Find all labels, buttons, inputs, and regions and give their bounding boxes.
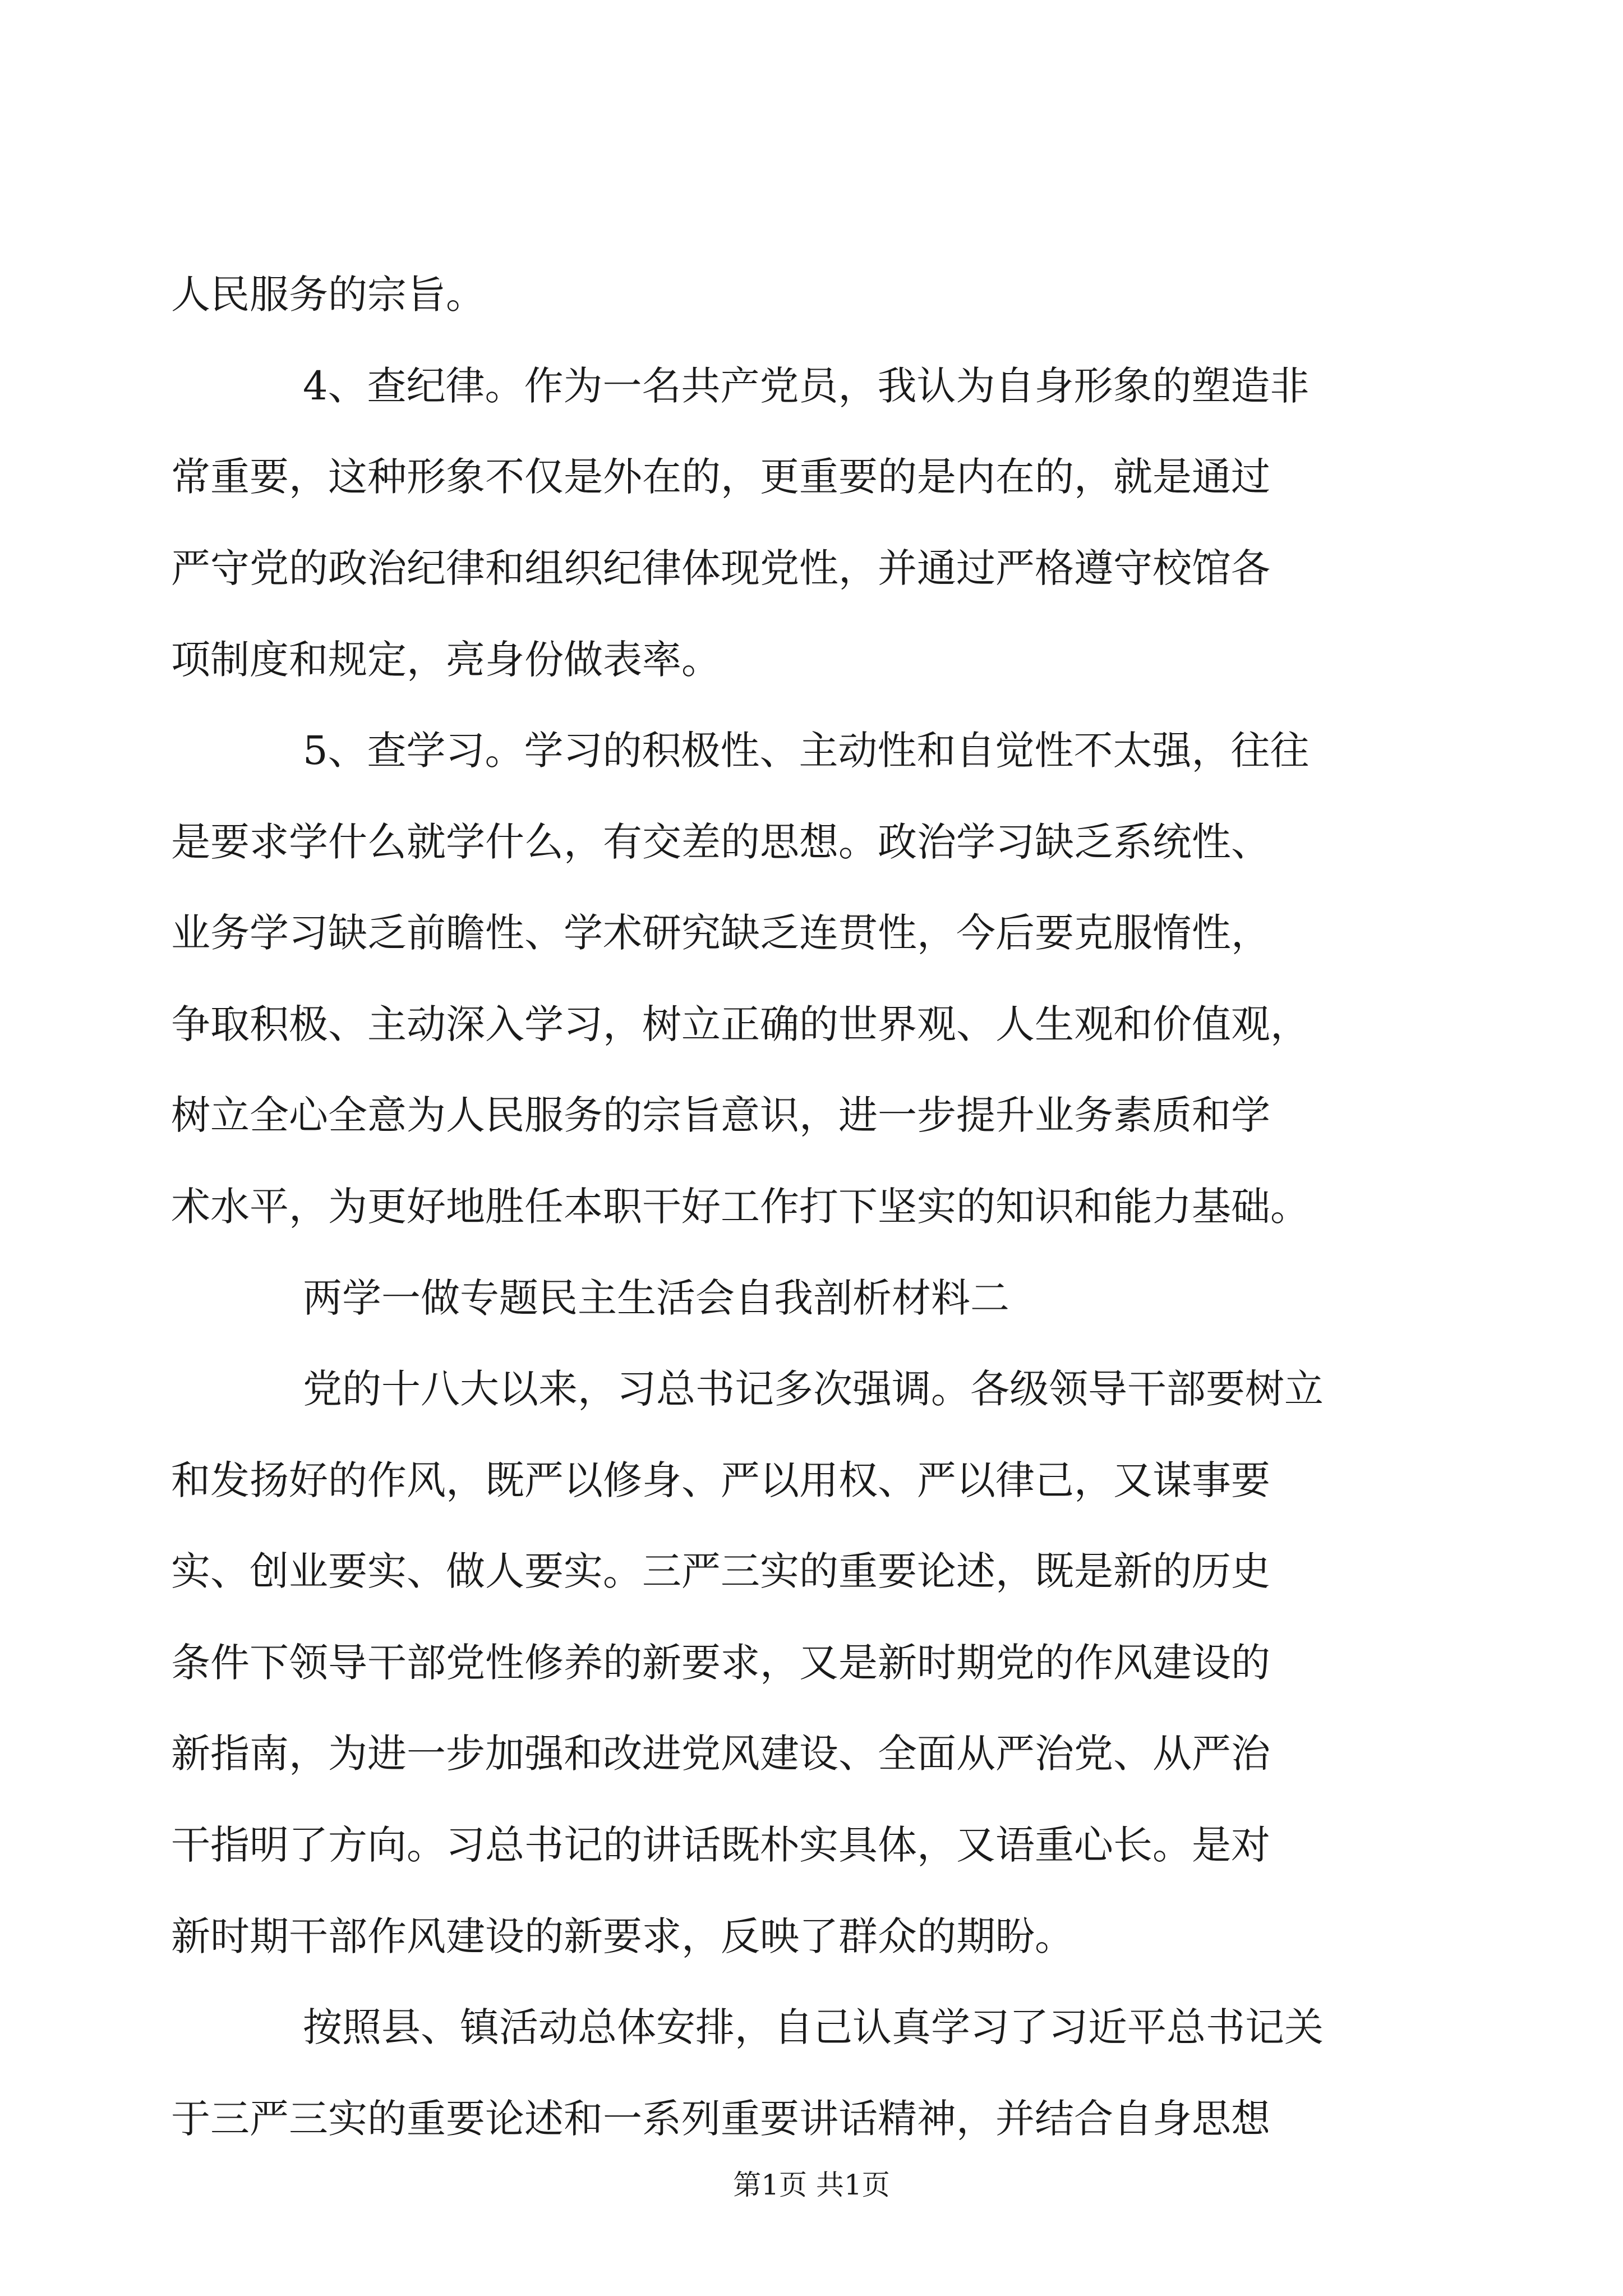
text-line-13: 党的十八大以来，习总书记多次强调。各级领导干部要树立 bbox=[303, 1366, 1324, 1412]
text-line-10: 树立全心全意为人民服务的宗旨意识，进一步提升业务素质和学 bbox=[171, 1092, 1270, 1138]
text-line-9: 争取积极、主动深入学习，树立正确的世界观、人生观和价值观， bbox=[171, 1001, 1310, 1047]
text-line-20: 按照县、镇活动总体安排，自己认真学习了习近平总书记关 bbox=[303, 2004, 1324, 2050]
text-line-19: 新时期干部作风建设的新要求，反映了群众的期盼。 bbox=[171, 1913, 1074, 1959]
section-heading: 两学一做专题民主生活会自我剖析材料二 bbox=[303, 1275, 1009, 1321]
text-line-7: 是要求学什么就学什么，有交差的思想。政治学习缺乏系统性、 bbox=[171, 819, 1270, 865]
text-line-17: 新指南，为进一步加强和改进党风建设、全面从严治党、从严治 bbox=[171, 1731, 1270, 1777]
text-line-1: 人民服务的宗旨。 bbox=[171, 272, 485, 318]
page-footer: 第1页 共1页 bbox=[733, 2169, 890, 2201]
text-line-8: 业务学习缺乏前瞻性、学术研究缺乏连贯性，今后要克服惰性， bbox=[171, 910, 1270, 956]
text-line-16: 条件下领导干部党性修养的新要求，又是新时期党的作风建设的 bbox=[171, 1640, 1270, 1686]
text-line-4: 严守党的政治纪律和组织纪律体现党性，并通过严格遵守校馆各 bbox=[171, 545, 1270, 591]
text-line-14: 和发扬好的作风，既严以修身、严以用权、严以律己，又谋事要 bbox=[171, 1457, 1270, 1503]
text-line-6: 5、查学习。学习的积极性、主动性和自觉性不太强，往往 bbox=[303, 728, 1310, 774]
text-line-2: 4、查纪律。作为一名共产党员，我认为自身形象的塑造非 bbox=[303, 363, 1310, 409]
text-line-11: 术水平，为更好地胜任本职干好工作打下坚实的知识和能力基础。 bbox=[171, 1184, 1310, 1230]
text-line-15: 实、创业要实、做人要实。三严三实的重要论述，既是新的历史 bbox=[171, 1548, 1270, 1594]
text-line-3: 常重要，这种形象不仅是外在的，更重要的是内在的，就是通过 bbox=[171, 454, 1270, 500]
text-line-5: 项制度和规定，亮身份做表率。 bbox=[171, 637, 721, 683]
text-line-21: 于三严三实的重要论述和一系列重要讲话精神，并结合自身思想 bbox=[171, 2096, 1270, 2142]
text-line-18: 干指明了方向。习总书记的讲话既朴实具体，又语重心长。是对 bbox=[171, 1822, 1270, 1868]
